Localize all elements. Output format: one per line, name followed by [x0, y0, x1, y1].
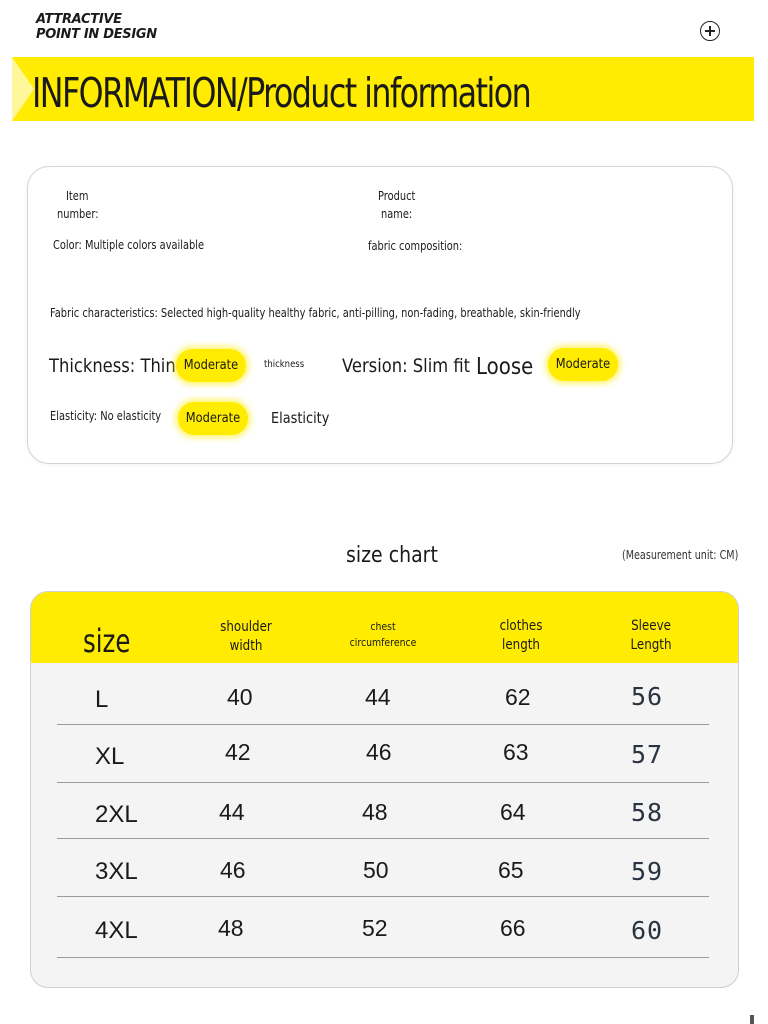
- page-title: INFORMATION/Product information: [32, 69, 531, 117]
- thickness-moderate-badge: [176, 349, 246, 382]
- header-chest-line1: chest: [370, 620, 396, 633]
- row-4-shoulder: 46: [220, 857, 246, 883]
- row-4-chest: 50: [363, 857, 389, 883]
- thickness-value: Moderate: [183, 358, 239, 373]
- header-chest-circumference: [349, 619, 417, 651]
- row-divider: [57, 957, 709, 958]
- header-sleeve-line2: Length: [630, 637, 672, 653]
- header-shoulder-line2: width: [229, 638, 263, 654]
- brand-line-2: POINT IN DESIGN: [36, 27, 157, 42]
- header-sleeve-line1: Sleeve: [631, 618, 671, 634]
- row-1-size: L: [95, 686, 109, 713]
- size-chart-title: size chart: [346, 543, 438, 568]
- brand-logo: [36, 12, 157, 42]
- row-5-sleeve: 60: [631, 916, 664, 945]
- row-5-length: 66: [500, 915, 526, 941]
- row-3-sleeve: 58: [631, 798, 664, 827]
- elasticity-suffix: Elasticity: [271, 409, 330, 427]
- row-4-length: 65: [498, 857, 524, 883]
- row-divider: [57, 896, 709, 897]
- row-5-shoulder: 48: [218, 915, 244, 941]
- row-divider: [57, 724, 709, 725]
- color-info: Color: Multiple colors available: [53, 238, 205, 252]
- row-4-size: 3XL: [95, 858, 138, 885]
- row-2-length: 63: [503, 739, 529, 765]
- row-4-sleeve: 59: [631, 857, 664, 886]
- row-1-shoulder: 40: [227, 684, 253, 710]
- corner-mark: [750, 1015, 754, 1024]
- thickness-suffix: thickness: [264, 359, 305, 370]
- product-name-label-line2: name:: [381, 207, 413, 221]
- size-table: [30, 591, 739, 988]
- row-1-sleeve: 56: [631, 682, 664, 711]
- plus-circle-icon[interactable]: [700, 21, 720, 41]
- row-5-chest: 52: [362, 915, 388, 941]
- row-3-shoulder: 44: [219, 799, 245, 825]
- elasticity-moderate-badge: [178, 402, 248, 435]
- header-shoulder-width: [212, 618, 280, 656]
- product-name-label-line1: Product: [378, 189, 416, 203]
- header-length-line1: clothes: [499, 618, 543, 634]
- elasticity-label: Elasticity: No elasticity: [50, 409, 162, 423]
- header-shoulder-line1: shoulder: [220, 619, 272, 635]
- item-number-label-line2: number:: [57, 207, 99, 221]
- row-3-length: 64: [500, 799, 526, 825]
- row-2-shoulder: 42: [225, 739, 251, 765]
- version-moderate-badge: [548, 348, 618, 381]
- measurement-unit-note: (Measurement unit: CM): [622, 548, 739, 562]
- version-value: Moderate: [555, 357, 611, 372]
- row-3-chest: 48: [362, 799, 388, 825]
- row-2-chest: 46: [366, 739, 392, 765]
- fabric-characteristics: Fabric characteristics: Selected high-quality healthy fabric, anti-pilling, non-fading, breathable, skin-friendly: [50, 306, 581, 320]
- row-1-chest: 44: [365, 684, 391, 710]
- item-number-label-line1: Item: [66, 189, 89, 203]
- version-loose: Loose: [476, 354, 534, 380]
- header-length-line2: length: [502, 637, 540, 653]
- row-3-size: 2XL: [95, 801, 138, 828]
- row-5-size: 4XL: [95, 917, 138, 944]
- fabric-composition-label: fabric composition:: [368, 239, 463, 253]
- banner-notch: [12, 57, 34, 121]
- header-chest-line2: circumference: [349, 636, 417, 649]
- row-2-sleeve: 57: [631, 740, 664, 769]
- version-label: Version: Slim fit: [342, 355, 471, 377]
- row-divider: [57, 782, 709, 783]
- brand-line-1: ATTRACTIVE: [36, 12, 122, 27]
- thickness-label: Thickness: Thin: [49, 355, 176, 377]
- header-sleeve-length: [617, 617, 685, 655]
- row-1-length: 62: [505, 684, 531, 710]
- header-clothes-length: [487, 617, 555, 655]
- row-2-size: XL: [95, 743, 125, 770]
- elasticity-value: Moderate: [185, 411, 241, 426]
- row-divider: [57, 838, 709, 839]
- header-size: size: [83, 622, 131, 660]
